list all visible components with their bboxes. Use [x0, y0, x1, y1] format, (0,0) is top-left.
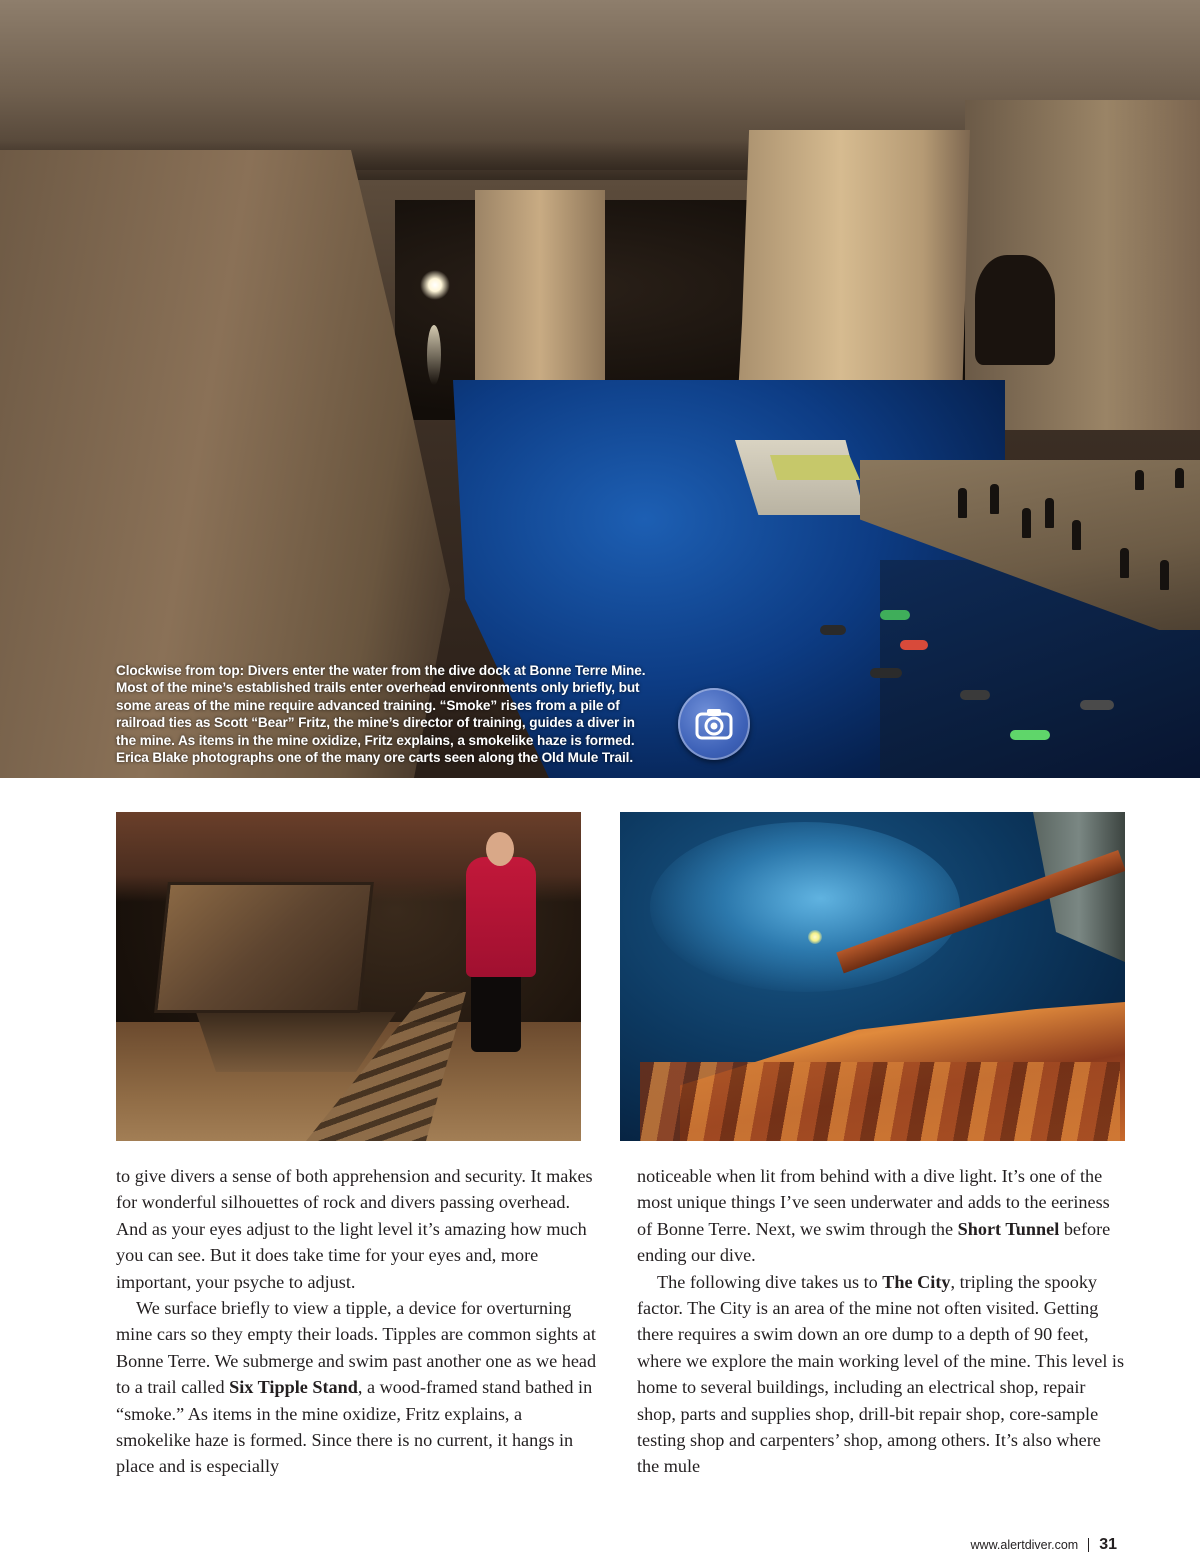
camera-icon-glyph — [694, 706, 734, 742]
caption-line: Clockwise from top: Divers enter the water from the dive dock at Bonne Terre Mine. — [116, 663, 646, 678]
website-url[interactable]: www.alertdiver.com — [970, 1538, 1079, 1552]
hero-photo-dive-dock — [0, 0, 1200, 778]
rock-pillar — [475, 190, 605, 390]
caption-line: the mine. As items in the mine oxidize, Fritz explains, a smokelike haze is formed. — [116, 732, 635, 748]
paragraph: to give divers a sense of both apprehension and security. It makes for wonderful silhouettes of rock and divers passing overhead. And as your eyes adjust to the light level it’s amazing how much you can see. But it does take time for your eyes and, more important, your psyche to adjust. — [116, 1166, 593, 1292]
camera-icon[interactable] — [678, 688, 750, 760]
page-number: 31 — [1099, 1536, 1117, 1553]
paragraph: The following dive takes us to The City, tripling the spooky factor. The City is an area of the mine not often visited. Getting there requires a swim down an ore dump to a depth of 90 feet, where we explore the main working level of the mine. This level is home to several buildings, including an electrical shop, repair shop, parts and supplies shop, drill-bit repair shop, core-sample testing shop and carpenters’ shop, among others. It’s also where the mule — [637, 1271, 1125, 1477]
photo-caption — [116, 662, 676, 766]
article-column-left — [116, 1163, 598, 1480]
photographer — [466, 857, 536, 977]
smoke-haze — [650, 822, 960, 992]
paragraph: noticeable when lit from behind with a dive light. It’s one of the most unique things I’ve seen underwater and adds to the eeriness of Bonne Terre. Next, we swim through the Short Tunnel before ending our dive. — [637, 1166, 1111, 1266]
ore-cart — [154, 882, 374, 1013]
dive-light — [808, 930, 822, 944]
mine-light — [420, 270, 450, 300]
caption-line: Erica Blake photographs one of the many ore carts seen along the Old Mule Trail. — [116, 750, 633, 766]
article-column-right — [637, 1163, 1125, 1480]
paragraph: We surface briefly to view a tipple, a device for overturning mine cars so they empty their loads. Tipples are common sights at Bonne Terre. We submerge and swim past another one as we head to a trail called Six Tipple Stand, a wood-framed stand bathed in “smoke.” As items in the mine oxidize, Fritz explains, a smokelike haze is formed. Since there is no current, it hangs in place and is especially — [116, 1298, 597, 1477]
photo-ore-cart — [116, 812, 581, 1141]
area-name: The City — [882, 1271, 951, 1292]
caption-line: railroad ties as Scott “Bear” Fritz, the mine’s director of training, guides a diver in — [116, 715, 635, 731]
page-footer — [971, 1536, 1117, 1554]
caption-line: Most of the mine’s established trails enter overhead environments only briefly, but — [116, 680, 640, 696]
trail-name: Short Tunnel — [957, 1218, 1060, 1239]
caption-line: some areas of the mine require advanced training. “Smoke” rises from a pile of — [116, 697, 620, 713]
trail-name: Six Tipple Stand — [229, 1377, 358, 1398]
photo-smoke-railroad-ties — [620, 812, 1125, 1141]
footer-divider — [1088, 1538, 1089, 1552]
